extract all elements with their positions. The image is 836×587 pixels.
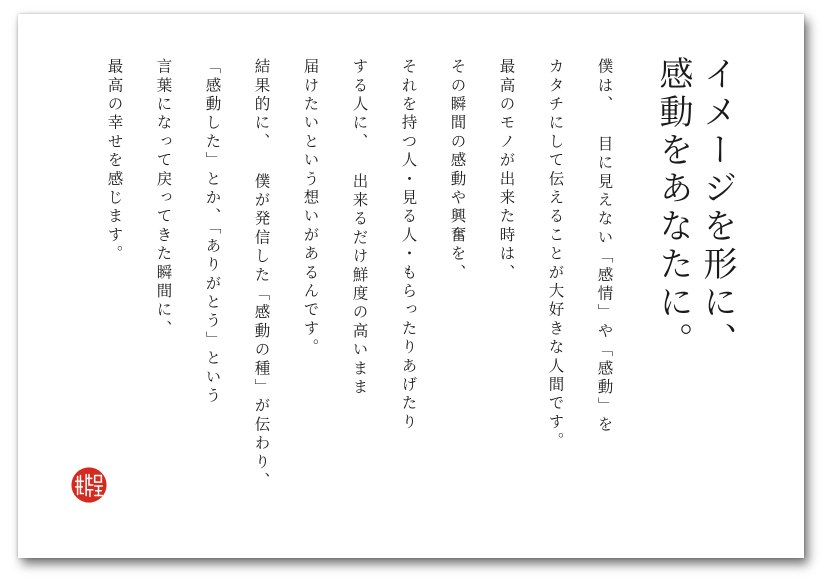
red-seal-stamp-icon [70,466,108,504]
body-line-2: カタチにして伝えることが大好きな人間です。 [546,58,565,451]
body-line-4: その瞬間の感動や興奮を、 [448,58,467,283]
body-line-9: 「感動した」とか、「ありがとう」という [203,58,222,406]
body-line-11: 最高の幸せを感じます。 [105,58,124,264]
title-line-1: イメージを形に、 [697,56,737,360]
title-line-2: 感動をあなたに。 [653,56,693,360]
body-line-5: それを持つ人・見る人・もらったりあげたり [399,58,418,432]
body-line-7: 届けたいという想いがあるんです。 [301,58,320,358]
message-card [18,14,804,558]
body-line-3: 最高のモノが出来た時は、 [497,58,516,283]
body-line-8: 結果的に、 僕が発信した「感動の種」が伝わり、 [252,58,271,491]
body-line-1: 僕は、 目に見えない「感情」や「感動」を [595,58,614,435]
body-line-6: する人に、 出来るだけ鮮度の高いまま [350,58,369,398]
body-line-10: 言葉になって戻ってきた瞬間に、 [154,58,173,339]
